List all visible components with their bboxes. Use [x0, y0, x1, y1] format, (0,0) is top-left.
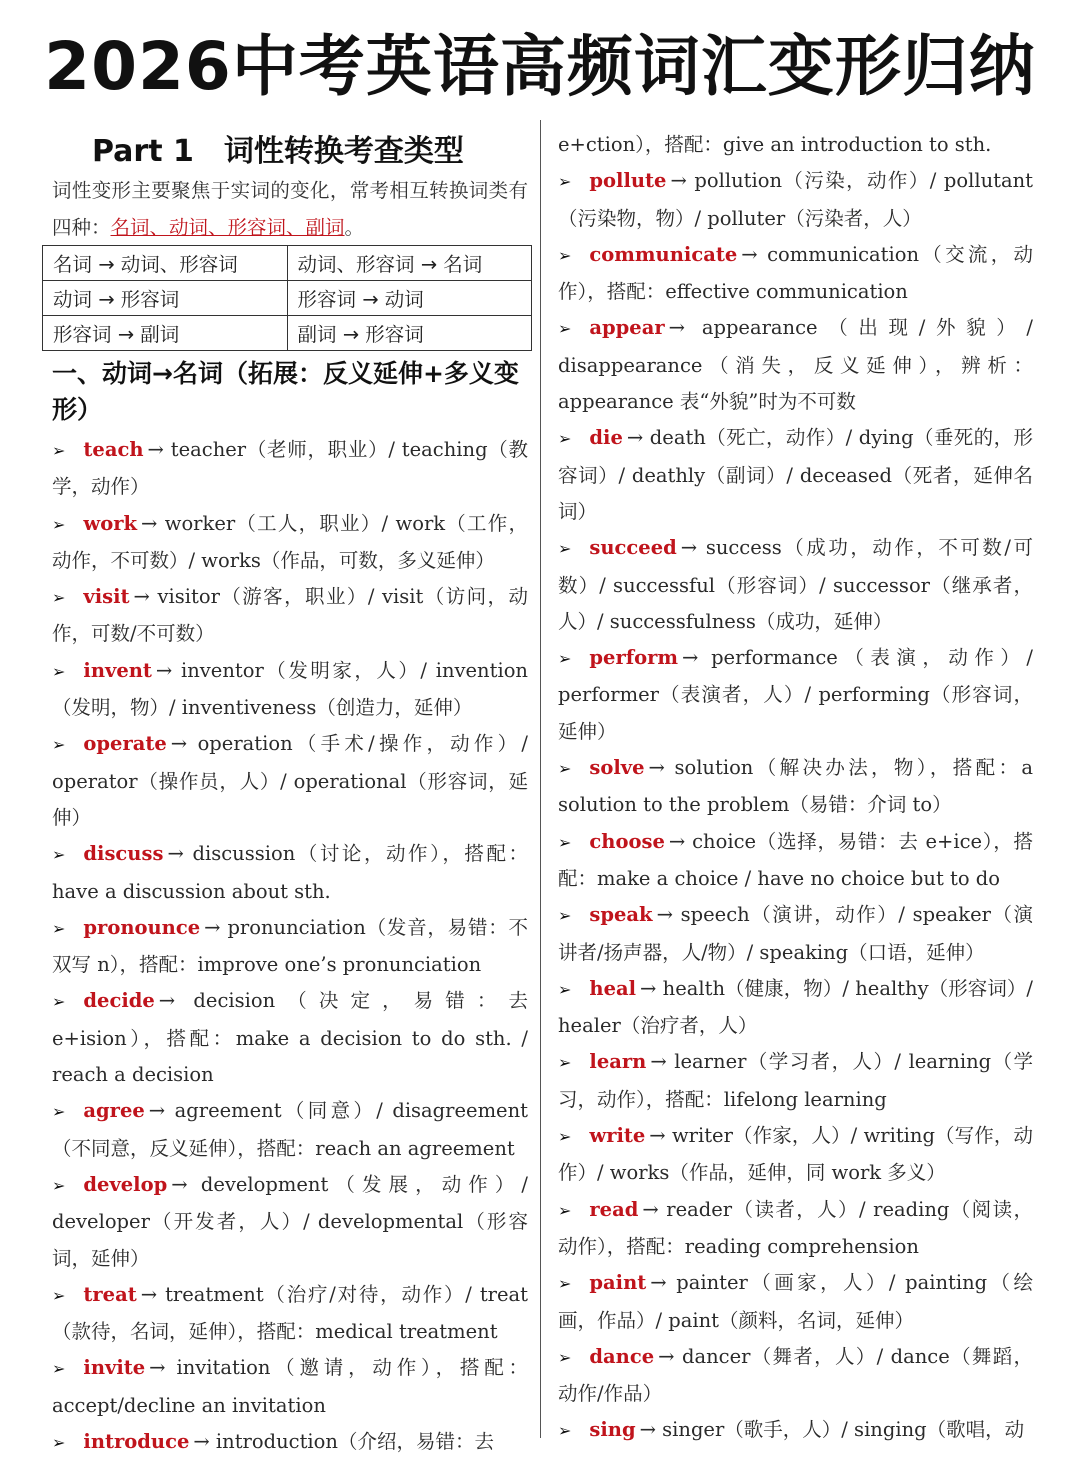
entry-text: → singer（歌手，人）/ singing（歌唱，动: [639, 1418, 1025, 1442]
list-item: [558, 824, 1033, 898]
bullet-arrow-icon: ➢: [52, 735, 66, 755]
bullet-arrow-icon: ➢: [558, 1347, 572, 1367]
entry-text: → dancer（舞者，人）/ dance（舞蹈，动作/作品）: [558, 1344, 1033, 1406]
bullet-arrow-icon: ➢: [558, 979, 572, 999]
headword: work: [83, 511, 137, 535]
table-cell: 名词 → 动词、形容词: [43, 246, 288, 281]
bullet-arrow-icon: ➢: [52, 1359, 66, 1379]
headword: invite: [83, 1356, 146, 1380]
headword: write: [589, 1124, 646, 1148]
table-cell: 副词 → 形容词: [287, 316, 532, 351]
headword: pollute: [589, 169, 667, 193]
list-item: [558, 310, 1033, 420]
list-item: [558, 1265, 1033, 1339]
entry-text: → learner（学习者，人）/ learning（学习，动作），搭配：lifelong learning: [558, 1050, 1033, 1111]
headword: die: [589, 426, 623, 450]
headword: heal: [589, 976, 637, 1000]
bullet-arrow-icon: ➢: [558, 539, 572, 559]
table-cell: 动词、形容词 → 名词: [287, 246, 532, 281]
section-heading: 一、动词→名词（拓展：反义延伸+多义变形）: [52, 359, 519, 424]
list-item: [52, 1093, 528, 1167]
bullet-arrow-icon: ➢: [558, 245, 572, 265]
headword: perform: [589, 646, 679, 670]
list-item: [52, 579, 528, 653]
entry-text: → pronunciation（发音，易错：不双写 n），搭配：improve one’s pronunciation: [52, 915, 528, 977]
bullet-arrow-icon: ➢: [558, 1053, 572, 1073]
bullet-arrow-icon: ➢: [558, 832, 572, 852]
list-item: [52, 726, 528, 836]
bullet-arrow-icon: ➢: [52, 1102, 66, 1122]
entry-text: → death（死亡，动作）/ dying（垂死的，形容词）/ deathly（副词）/ deceased（死者，延伸名词）: [558, 426, 1033, 523]
bullet-arrow-icon: ➢: [558, 319, 572, 339]
headword: agree: [83, 1099, 145, 1123]
list-item: [558, 750, 1033, 824]
bullet-arrow-icon: ➢: [52, 1285, 66, 1305]
list-item: [558, 971, 1033, 1045]
table-row: [43, 246, 532, 281]
headword: teach: [83, 438, 144, 461]
list-item: [558, 1118, 1033, 1192]
headword: visit: [83, 585, 130, 609]
list-item: [52, 1277, 528, 1351]
list-item: [52, 1350, 528, 1424]
list-item: [558, 897, 1033, 971]
bullet-arrow-icon: ➢: [558, 1200, 572, 1220]
headword: paint: [589, 1271, 647, 1295]
bullet-arrow-icon: ➢: [558, 649, 572, 669]
entry-text: → solution（解决办法，物），搭配：a solution to the problem（易错：介词 to）: [558, 756, 1033, 817]
entry-text: → choice（选择，易错：去 e+ice），搭配：make a choice / have no choice but to do: [558, 829, 1033, 890]
headword: operate: [83, 732, 167, 756]
list-item: [52, 983, 528, 1093]
entry-text: → speech（演讲，动作）/ speaker（演讲者/扬声器，人/物）/ speaking（口语，延伸）: [558, 903, 1033, 964]
bullet-arrow-icon: ➢: [558, 172, 572, 192]
bullet-arrow-icon: ➢: [52, 845, 66, 865]
headword: learn: [589, 1050, 647, 1074]
list-item: [558, 640, 1033, 750]
headword: introduce: [83, 1430, 190, 1454]
intro-text: 词性变形主要聚焦于实词的变化，常考相互转换词类有四种：: [52, 179, 528, 239]
headword: decide: [83, 989, 155, 1013]
list-item: [558, 1339, 1033, 1413]
entry-text: → health（健康，物）/ healthy（形容词）/ healer（治疗者，人）: [558, 976, 1033, 1038]
right-entry-list: [558, 127, 1033, 1450]
headword: communicate: [589, 242, 738, 266]
headword: choose: [589, 829, 665, 853]
entry-text: → decision（决定，易错：去 e+ision），搭配：make a decision to do sth. / reach a decision: [52, 989, 528, 1087]
entry-text: → invitation（邀请，动作），搭配：accept/decline an invitation: [52, 1356, 528, 1417]
headword: succeed: [589, 536, 677, 560]
entry-text: → appearance（出现/外貌）/ disappearance（消失，反义延伸），辨析：appearance 表“外貌”时为不可数: [558, 316, 1033, 414]
entry-text: → communication（交流，动作），搭配：effective communication: [558, 242, 1033, 304]
list-item: [52, 1167, 528, 1277]
list-item: [52, 836, 528, 910]
bullet-arrow-icon: ➢: [558, 429, 572, 449]
list-item: [558, 420, 1033, 530]
entry-text: → success（成功，动作，不可数/可数）/ successful（形容词）/ successor（继承者，人）/ successfulness（成功，延伸）: [558, 536, 1033, 633]
headword: pronounce: [83, 915, 201, 939]
headword: speak: [589, 903, 653, 927]
bullet-arrow-icon: ➢: [52, 992, 66, 1012]
bullet-arrow-icon: ➢: [558, 1274, 572, 1294]
list-item: [52, 910, 528, 984]
entry-text: → treatment（治疗/对待，动作）/ treat（款待，名词，延伸），搭配：medical treatment: [52, 1282, 528, 1344]
entry-text: → pollution（污染，动作）/ pollutant（污染物，物）/ polluter（污染者，人）: [558, 169, 1033, 230]
headword: develop: [83, 1172, 168, 1196]
intro-end: 。: [344, 216, 365, 239]
table-cell: 动词 → 形容词: [43, 281, 288, 316]
right-entries: [558, 163, 1033, 1449]
continued-text: e+ction），搭配：give an introduction to sth.: [558, 133, 992, 156]
conversion-table: [42, 245, 532, 351]
bullet-arrow-icon: ➢: [52, 1175, 66, 1195]
bullet-arrow-icon: ➢: [558, 906, 572, 926]
word-class-list: 名词、动词、形容词、副词: [110, 216, 345, 239]
headword: invent: [83, 658, 152, 682]
bullet-arrow-icon: ➢: [52, 514, 66, 534]
list-item: [558, 1412, 1033, 1449]
entry-text: → development（发展，动作）/ developer（开发者，人）/ developmental（形容词，延伸）: [52, 1172, 528, 1270]
part-title: Part 1 词性转换考查类型: [92, 134, 464, 169]
headword: read: [589, 1197, 639, 1221]
entry-text: → inventor（发明家，人）/ invention（发明，物）/ inventiveness（创造力，延伸）: [52, 658, 528, 720]
list-item: [558, 1044, 1033, 1118]
intro-paragraph: [52, 172, 528, 246]
entry-text: → visitor（游客，职业）/ visit（访问，动作，可数/不可数）: [52, 585, 528, 646]
list-item: [52, 653, 528, 727]
table-row: [43, 281, 532, 316]
entry-text: → introduction（介绍，易错：去: [193, 1430, 494, 1454]
entry-text: → agreement（同意）/ disagreement（不同意，反义延伸），搭配：reach an agreement: [52, 1099, 528, 1160]
entry-text: → reader（读者，人）/ reading（阅读，动作），搭配：reading comprehension: [558, 1197, 1033, 1258]
bullet-arrow-icon: ➢: [52, 1433, 66, 1453]
headword: dance: [589, 1344, 655, 1368]
entry-text: → discussion（讨论，动作），搭配：have a discussion about sth.: [52, 842, 528, 903]
headword: sing: [589, 1418, 636, 1442]
bullet-arrow-icon: ➢: [52, 588, 66, 608]
list-item: [558, 530, 1033, 640]
table-row: [43, 316, 532, 351]
entry-text: → teacher（老师，职业）/ teaching（教学，动作）: [52, 438, 528, 499]
table-cell: 形容词 → 副词: [43, 316, 288, 351]
bullet-arrow-icon: ➢: [558, 1127, 572, 1147]
headword: appear: [589, 316, 665, 340]
table-cell: 形容词 → 动词: [287, 281, 532, 316]
entry-text: → performance（表演，动作）/ performer（表演者，人）/ performing（形容词，延伸）: [558, 646, 1033, 743]
list-item: [52, 506, 528, 580]
bullet-arrow-icon: ➢: [52, 918, 66, 938]
bullet-arrow-icon: ➢: [558, 1421, 572, 1441]
list-item: [52, 432, 528, 506]
entry-text: → operation（手术/操作，动作）/ operator（操作员，人）/ operational（形容词，延伸）: [52, 732, 528, 829]
list-item: [558, 163, 1033, 237]
bullet-arrow-icon: ➢: [52, 661, 66, 681]
page-title: 2026中考英语高频词汇变形归纳: [44, 28, 1036, 105]
entry-text: → worker（工人，职业）/ work（工作，动作，不可数）/ works（作品，可数，多义延伸）: [52, 511, 528, 572]
bullet-arrow-icon: ➢: [52, 441, 66, 460]
left-entry-list: [52, 432, 528, 1461]
entry-text: → writer（作家，人）/ writing（写作，动作）/ works（作品，延伸，同 work 多义）: [558, 1124, 1033, 1185]
headword: treat: [83, 1282, 137, 1306]
list-item: [52, 1424, 528, 1461]
bullet-arrow-icon: ➢: [558, 759, 572, 779]
headword: discuss: [83, 842, 164, 866]
entry-text: → painter（画家，人）/ painting（绘画，作品）/ paint（颜料，名词，延伸）: [558, 1271, 1033, 1332]
headword: solve: [589, 756, 645, 780]
list-item: [558, 237, 1033, 311]
column-divider: [540, 120, 541, 1438]
list-item: [558, 1192, 1033, 1266]
